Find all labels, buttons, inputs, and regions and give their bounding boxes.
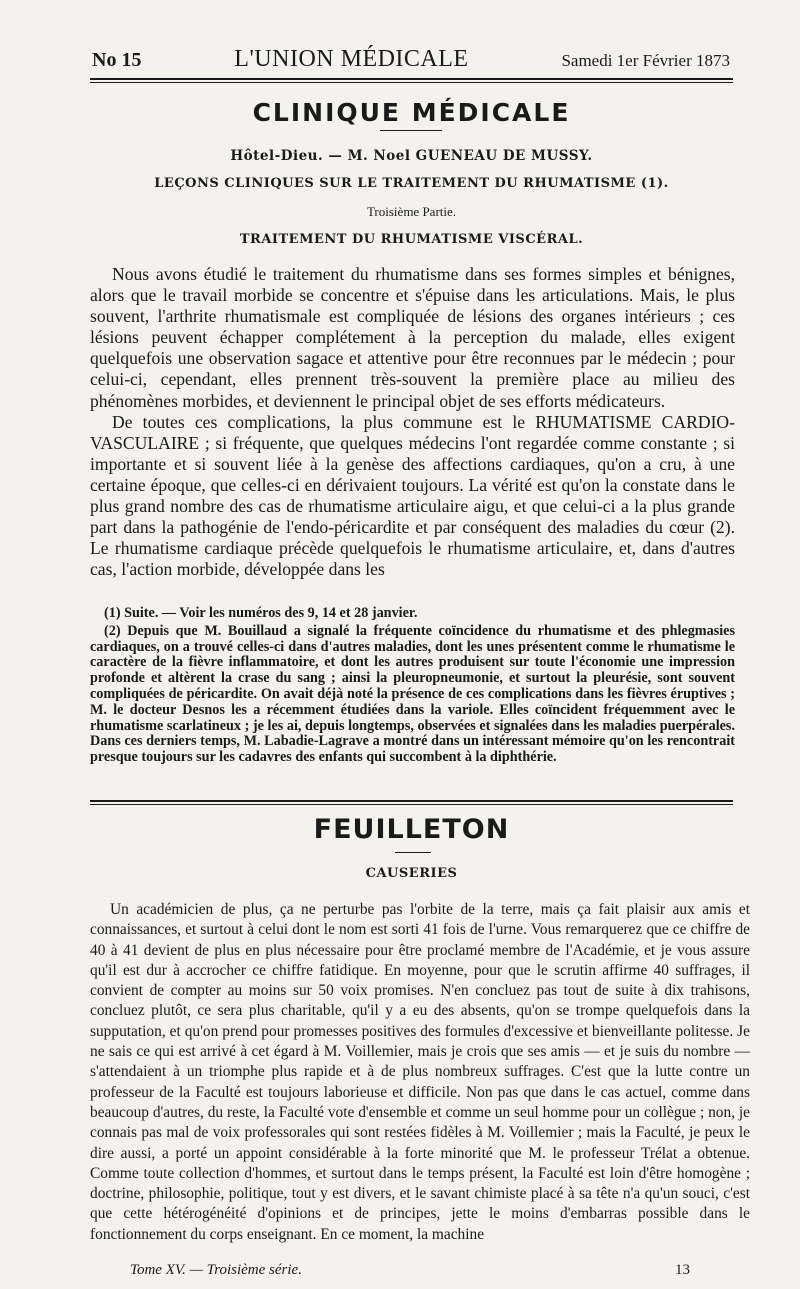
feuilleton-rule-thin <box>90 804 733 805</box>
header-rule-thin <box>90 82 733 83</box>
clinique-paragraph: De toutes ces complications, la plus commune est le RHUMATISME CARDIO-VASCULAIRE ; si fréquente, que quelques médecins l'ont regardée comme constante ; si importante et si souvent liée à la genèse des affections cardiaques, qu'on a cru, à une certaine époque, que celles-ci en dérivaient toujours. La vérité est qu'on la constate dans le plus grand nombre des cas de rhumatisme articulaire aigu, et que celui-ci a la plus grande part dans la pathogénie de l'endo-péricardite et par conséquent des maladies du cœur (2). Le rhumatisme cardiaque précède quelquefois le rhumatisme articulaire, et, dans d'autres cas, l'action morbide, développée dans les <box>90 411 735 580</box>
feuilleton-rule <box>90 800 733 802</box>
lecture-title: LEÇONS CLINIQUES SUR LE TRAITEMENT DU RHUMATISME (1). <box>154 176 669 191</box>
issue-number: No 15 <box>92 49 142 71</box>
journal-title: L'UNION MÉDICALE <box>234 46 469 72</box>
part-label: Troisième Partie. <box>366 204 457 219</box>
footnotes <box>90 606 735 768</box>
feuilleton-section-title: FEUILLETON <box>313 814 510 845</box>
page-footer <box>130 1262 690 1279</box>
section-divider <box>380 130 442 131</box>
clinique-body <box>90 264 735 580</box>
section-subtitle: TRAITEMENT DU RHUMATISME VISCÉRAL. <box>239 232 584 247</box>
footnote: (2) Depuis que M. Bouillaud a signalé la fréquente coïncidence du rhumatisme et des phlegmasies cardiaques, on a trouvé celles-ci dans d'autres maladies, dont les unes présentent comme le rhumatisme le caractère de la fièvre inflammatoire, et dont les autres produisent sur toute l'économie une impression profonde et altèrent la crase du sang ; ainsi la pleuropneumonie, et surtout la pleurésie, sont souvent compliquées de péricardite. On avait déjà noté la présence de ces complications dans les fièvres éruptives ; M. le docteur Desnos les a récemment étudiées dans la variole. Elles coïncident fréquemment avec le rhumatisme scarlatineux ; je les ai, depuis longtemps, observées et signalées dans les maladies puerpérales. Dans ces derniers temps, M. Labadie-Lagrave a montré dans un intéressant mémoire qu'on les rencontrait presque toujours sur les cadavres des enfants qui succombent à la diphthérie. <box>90 622 735 766</box>
feuilleton-body <box>90 900 750 1245</box>
page-number: 13 <box>675 1262 690 1278</box>
volume-label: Tome XV. — Troisième série. <box>130 1262 302 1278</box>
issue-date: Samedi 1er Février 1873 <box>561 51 730 70</box>
header-rule <box>90 78 733 80</box>
feuilleton-subtitle: CAUSERIES <box>365 866 458 881</box>
feuilleton-divider <box>395 852 431 853</box>
feuilleton-paragraph: Un académicien de plus, ça ne perturbe pas l'orbite de la terre, mais ça fait plaisir aux amis et connaissances, et surtout à celui dont le nom est sorti 41 fois de l'urne. Vous remarquerez que ce chiffre de 40 à 41 devient de plus en plus nécessaire pour être proclamé membre de l'Académie, et je vous assure qu'il est dur à accrocher ce chiffre fatidique. En moyenne, pour que le scrutin affirme 40 suffrages, il convient de compter au moins sur 50 voix promises. N'en concluez pas tout de suite à dix trahisons, concluez plutôt, ce sera plus charitable, qu'il y a eu des absents, qu'on se trompe quelquefois dans la supputation, et qu'on prend pour promesses positives des formules d'excessive et bienveillante politesse. Je ne sais ce qui est arrivé à cet égard à M. Voillemier, mais je crois que ses amis — et je suis du nombre — s'attendaient à un triomphe plus rapide et à de plus nombreux suffrages. C'est que la lutte contre un professeur de la Faculté est toujours laborieuse et difficile. Non pas que dans le cas actuel, comme dans beaucoup d'autres, du reste, la Faculté vote d'ensemble et comme un seul homme pour un collègue ; non, je connais pas mal de voix professorales qui sont restées fidèles à M. Voillemier ; mais la Faculté, je peux le dire aussi, a porté un appoint considérable à la forte minorité que M. le professeur Trélat a obtenue. Comme toute collection d'hommes, et surtout dans le temps présent, la Faculté est loin d'être homogène ; doctrine, philosophie, politique, tout y est divers, et le savant chimiste placé à sa tête n'a qu'un souci, c'est que cette hétérogénéité d'opinions et de principes, jette le moins d'embarras possible dans le fonctionnement du corps enseignant. En ce moment, la machine <box>90 901 750 1243</box>
clinique-paragraph: Nous avons étudié le traitement du rhumatisme dans ses formes simples et bénignes, alors que le travail morbide se concentre et s'épuise dans les articulations. Mais, le plus souvent, l'arthrite rhumatismale est compliquée de lésions des organes intérieurs ; ces lésions peuvent échapper complétement à la perception du malade, elles exigent quelquefois une observation sagace et attentive pour être reconnues par le médecin ; pour celui-ci, cependant, elles prennent très-souvent la première place au milieu des phénomènes morbides, et deviennent le principal objet de ses efforts médicateurs. <box>90 264 735 411</box>
footnote: (1) Suite. — Voir les numéros des 9, 14 et 28 janvier. <box>104 605 418 621</box>
hospital-line: Hôtel-Dieu. — M. Noel GUENEAU DE MUSSY. <box>230 148 593 164</box>
page-header <box>92 46 730 72</box>
clinique-section-title: CLINIQUE MÉDICALE <box>252 98 571 127</box>
